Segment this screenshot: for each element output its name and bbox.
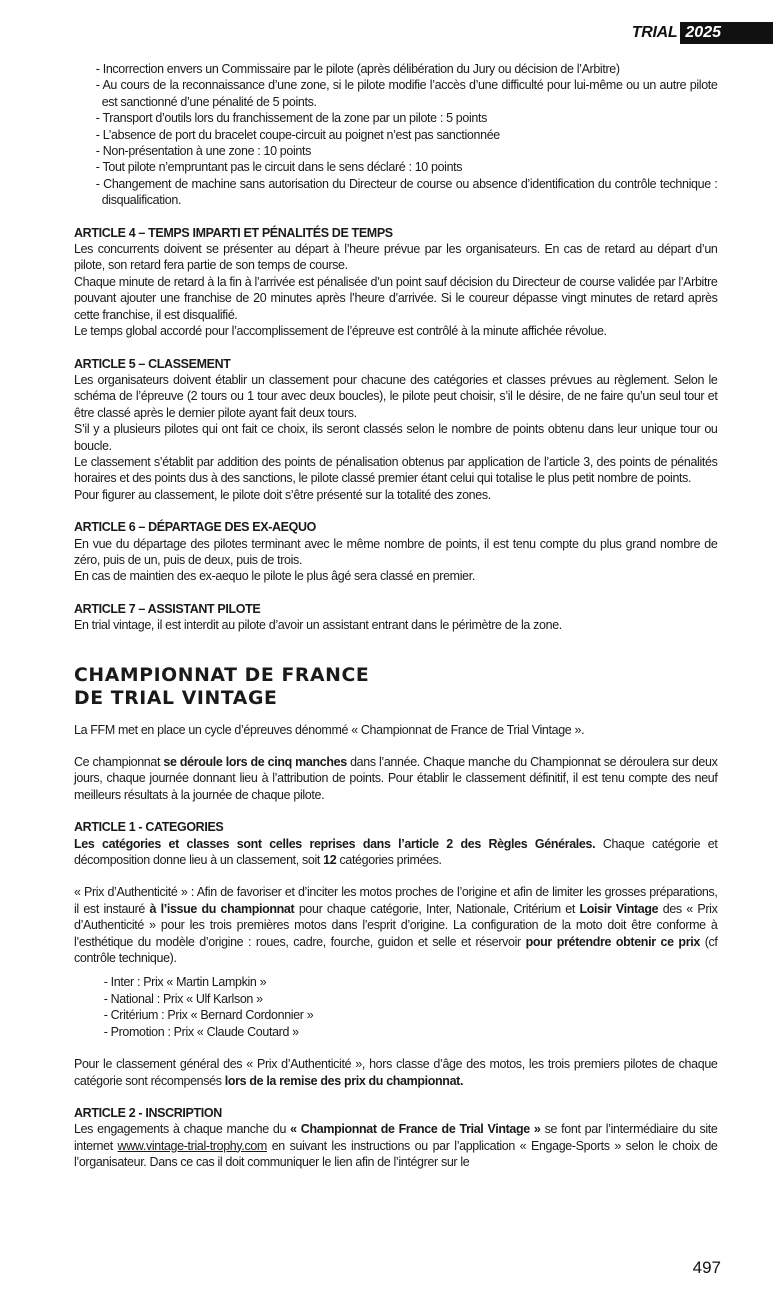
article-7-heading: ARTICLE 7 – ASSISTANT PILOTE	[74, 601, 261, 616]
prize-item: - National : Prix « Ulf Karlson »	[103, 991, 263, 1006]
article-5-paragraph: Le classement s’établit par addition des points de pénalisation obtenus par application de l’article 3, des points de pénalités horaires et des points dus à des sanctions, le pilote classé premier étant celui qui totalise le plus petit nombre de points.	[74, 454, 718, 486]
bullet-item: - Transport d’outils lors du franchissement de la zone par un pilote : 5 points	[95, 111, 488, 126]
prize-item: - Critérium : Prix « Bernard Cordonnier »	[103, 1008, 314, 1023]
c-article-1-heading: ARTICLE 1 - CATEGORIES	[74, 820, 224, 835]
c-article-1-paragraph: Pour le classement général des « Prix d’Authenticité », hors classe d’âge des motos, les trois premiers pilotes de chaque catégorie sont récompensés lors de la remise des prix du championnat.	[74, 1057, 718, 1088]
article-5-paragraph: Les organisateurs doivent établir un classement pour chacune des catégories et classes prévues au règlement. Selon le schéma de l’épreuve (2 tours ou 1 tour avec deux boucles), le pilote peut choisir, s’il le désire, de ne faire qu’un seul tour et être classé après le dernier pilote ayant fait deux tours.	[74, 372, 718, 420]
bullet-item: - Changement de machine sans autorisation du Directeur de course ou absence d’identification du contrôle technique : disqualification.	[95, 176, 718, 208]
prize-item: - Inter : Prix « Martin Lampkin »	[103, 975, 267, 990]
article-6-paragraph: En vue du départage des pilotes terminant avec le même nombre de points, il est tenu compte du plus grand nombre de zéro, puis de un, puis de deux, puis de trois.	[74, 536, 718, 567]
article-6-paragraph: En cas de maintien des ex-aequo le pilote le plus âgé sera classé en premier.	[74, 569, 475, 584]
running-header	[632, 22, 773, 44]
article-4-paragraph: Le temps global accordé pour l’accomplissement de l’épreuve est contrôlé à la minute affichée révolue.	[74, 324, 607, 339]
website-link[interactable]: www.vintage-trial-trophy.com	[117, 1138, 267, 1153]
championship-intro: La FFM met en place un cycle d’épreuves dénommé « Championnat de France de Trial Vintage ».	[74, 722, 585, 737]
c-article-1-paragraph: « Prix d’Authenticité » : Afin de favoriser et d’inciter les motos proches de l’origine et afin de limiter les grosses préparations, il est instauré à l’issue du championnat pour chaque catégorie, Inter, Nationale, Critérium et Loisir Vintage des « Prix d’Authenticité » pour les trois premières motos dans l’esprit d’origine. La configuration de la moto doit être conforme à l’esthétique du modèle d’origine : roues, cadre, fourche, guidon et selle et réservoir pour prétendre obtenir ce prix (cf contrôle technique).	[74, 885, 718, 966]
header-year: 2025	[680, 22, 773, 44]
bullet-item: - Tout pilote n’empruntant pas le circuit dans le sens déclaré : 10 points	[95, 160, 463, 175]
page-body	[74, 61, 718, 1171]
article-5-paragraph: Pour figurer au classement, le pilote doit s’être présenté sur la totalité des zones.	[74, 487, 491, 502]
prize-item: - Promotion : Prix « Claude Coutard »	[103, 1024, 299, 1039]
article-7-paragraph: En trial vintage, il est interdit au pilote d’avoir un assistant entrant dans le périmètre de la zone.	[74, 618, 562, 633]
section-title-line-1: CHAMPIONNAT DE FRANCE	[74, 663, 370, 686]
header-trial: TRIAL	[631, 24, 678, 41]
article-4-paragraph: Les concurrents doivent se présenter au départ à l’heure prévue par les organisateurs. En cas de retard au départ d’un pilote, son retard fera partie de son temps de course.	[74, 242, 718, 273]
c-article-1-paragraph: Les catégories et classes sont celles reprises dans l’article 2 des Règles Générales. Chaque catégorie et décomposition donne lieu à un classement, soit 12 catégories primées.	[74, 836, 718, 868]
section-title-line-2: DE TRIAL VINTAGE	[74, 686, 278, 709]
bullet-item: - Non-présentation à une zone : 10 points	[95, 144, 311, 159]
article-5-paragraph: S’il y a plusieurs pilotes qui ont fait ce choix, ils seront classés selon le nombre de points obtenu dans leur unique tour ou boucle.	[74, 422, 718, 453]
c-article-2-paragraph: Les engagements à chaque manche du « Championnat de France de Trial Vintage » se font par l’intermédiaire du site internet www.vintage-trial-trophy.com en suivant les instructions ou par l’application « Engage-Sports » selon le choix de l’organisateur. Dans ce cas il doit communiquer le lien afin de l’intégrer sur le	[74, 1122, 718, 1170]
bullet-item: - L’absence de port du bracelet coupe-circuit au poignet n’est pas sanctionnée	[95, 127, 500, 142]
article-5-heading: ARTICLE 5 – CLASSEMENT	[74, 356, 231, 371]
bullet-item: - Incorrection envers un Commissaire par le pilote (après délibération du Jury ou décision de l’Arbitre)	[95, 62, 620, 76]
article-6-heading: ARTICLE 6 – DÉPARTAGE DES EX-AEQUO	[74, 520, 317, 535]
c-article-2-heading: ARTICLE 2 - INSCRIPTION	[74, 1105, 222, 1120]
article-4-paragraph: Chaque minute de retard à la fin à l’arrivée est pénalisée d’un point sauf décision du Directeur de course validée par l’Arbitre pouvant ajouter une franchise de 20 minutes après l’heure d’arrivée. Si le coureur dépasse vingt minutes de retard après cette franchise, il est disqualifié.	[74, 274, 718, 322]
bullet-item: - Au cours de la reconnaissance d’une zone, si le pilote modifie l’accès d’une difficulté pour lui-même ou un autre pilote est sanctionné d’une pénalité de 5 points.	[95, 78, 718, 109]
page-number: 497	[692, 1258, 721, 1277]
article-4-heading: ARTICLE 4 – TEMPS IMPARTI ET PÉNALITÉS DE TEMPS	[74, 225, 393, 240]
championship-paragraph: Ce championnat se déroule lors de cinq manches dans l’année. Chaque manche du Championnat se déroulera sur deux jours, chaque journée donnant lieu à l’attribution de points. Pour établir le classement définitif, il est tenu compte des neuf meilleurs résultats à la journée de chaque pilote.	[74, 755, 718, 802]
